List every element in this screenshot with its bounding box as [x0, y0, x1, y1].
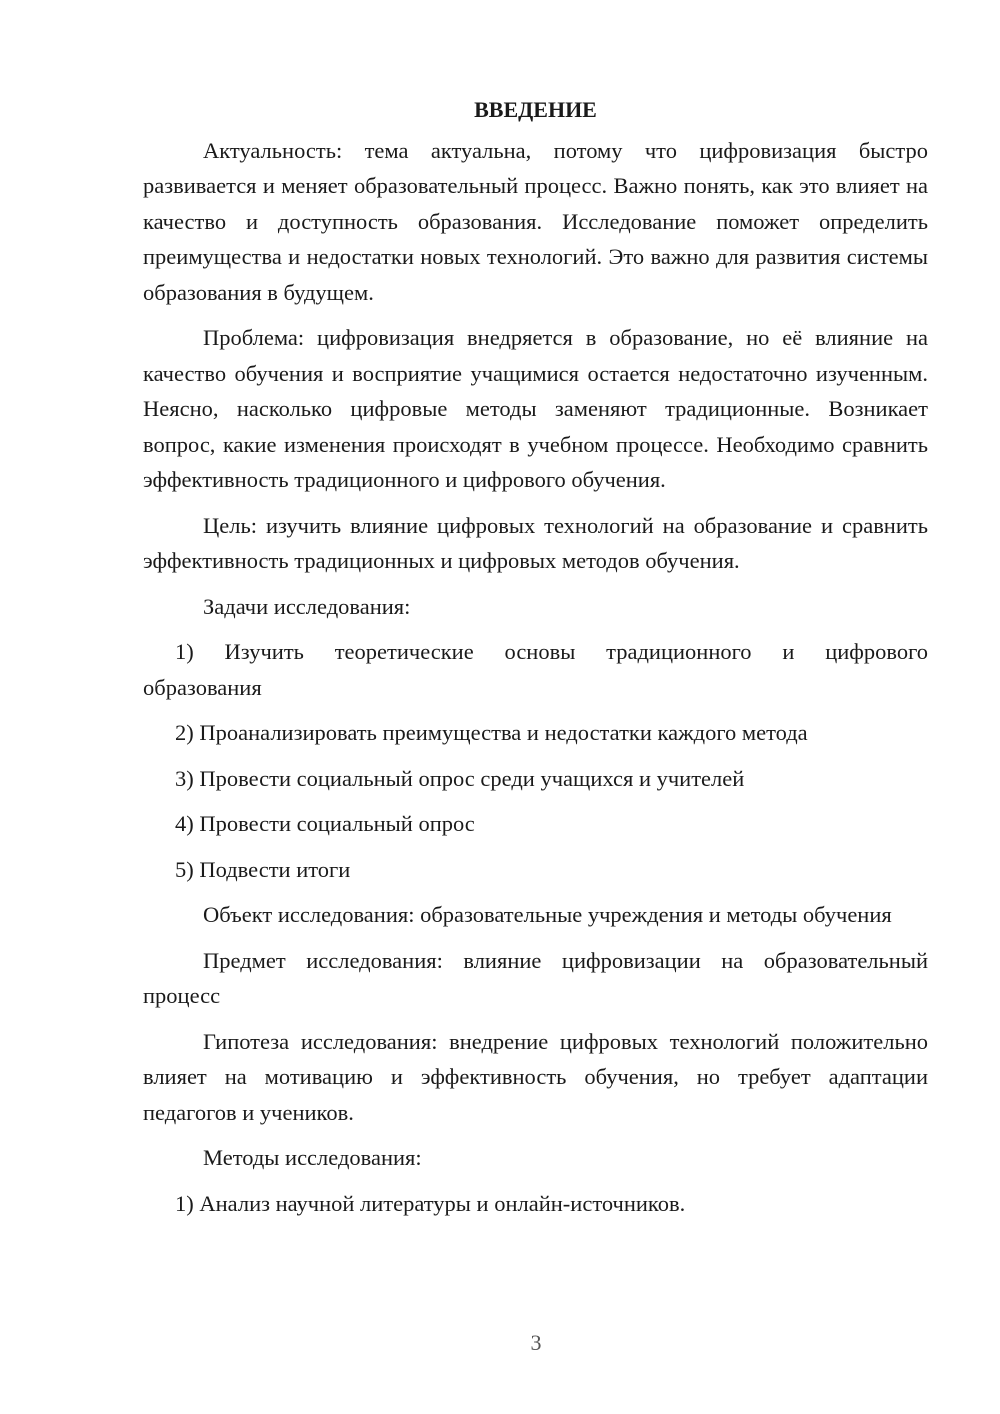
task-item-2: 2) Проанализировать преимущества и недостатки каждого метода: [175, 720, 808, 745]
task-item-3: 3) Провести социальный опрос среди учащихся и учителей: [175, 765, 745, 791]
method-item-1: 1) Анализ научной литературы и онлайн-источников.: [175, 1190, 686, 1216]
tasks-heading: Задачи исследования:: [203, 593, 411, 619]
object-paragraph: Объект исследования: образовательные учреждения и методы обучения: [203, 902, 892, 927]
task-item-1: [143, 634, 928, 705]
page-title: ВВЕДЕНИЕ: [474, 97, 597, 122]
task-item-4: 4) Провести социальный опрос: [175, 811, 475, 836]
goal-paragraph: Цель: изучить влияние цифровых технологий на образование и сравнить эффективность традиционных и цифровых методов обучения.: [143, 512, 928, 573]
subject-paragraph: Предмет исследования: влияние цифровизации на образовательный процесс: [143, 947, 928, 1008]
page-number: 3: [530, 1330, 542, 1355]
methods-heading: Методы исследования:: [203, 1145, 422, 1170]
task-item-5: 5) Подвести итоги: [175, 856, 351, 882]
document-page: [143, 92, 928, 1231]
task-item-1-rest: образования: [143, 674, 262, 700]
hypothesis-paragraph: Гипотеза исследования: внедрение цифровых технологий положительно влияет на мотивацию и эффективность обучения, но требует адаптации педагогов и учеников.: [143, 1028, 928, 1125]
task-item-1-first-line: 1) Изучить теоретические основы традиционного и цифрового: [175, 639, 928, 664]
problem-paragraph: Проблема: цифровизация внедряется в образование, но её влияние на качество обучения и восприятие учащимися остается недостаточно изученным. Неясно, насколько цифровые методы заменяют традиционные. Возникает вопрос, какие изменения происходят в учебном процессе. Необходимо сравнить эффективность традиционного и цифрового обучения.: [143, 325, 928, 492]
relevance-paragraph: Актуальность: тема актуальна, потому что цифровизация быстро развивается и меняет образовательный процесс. Важно понять, как это влияет на качество и доступность образования. Исследование поможет определить преимущества и недостатки новых технологий. Это важно для развития системы образования в будущем.: [143, 137, 928, 305]
